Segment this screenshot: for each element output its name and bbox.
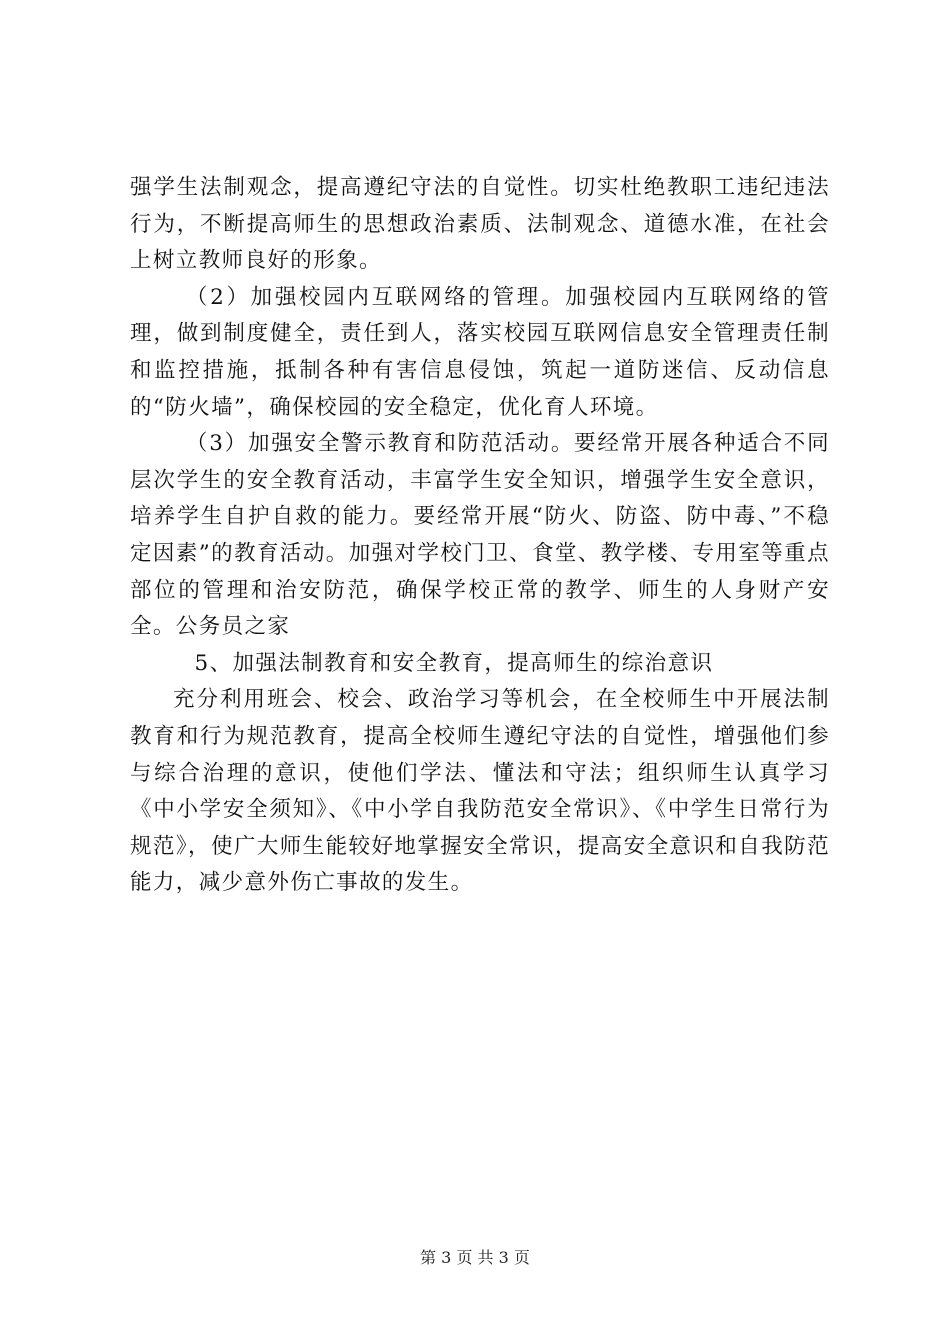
paragraph-item-3: （3）加强安全警示教育和防范活动。要经常开展各种适合不同层次学生的安全教育活动，丰富学生安全知识，增强学生安全意识，培养学生自护自救的能力。要经常开展“防火、防盗、防中毒、”不稳定因素”的教育活动。加强对学校门卫、食堂、教学楼、专用室等重点部位的管理和治安防范，确保学校正常的教学、师生的人身财产安全。公务员之家 [130, 431, 830, 640]
section-heading-5: 5、加强法制教育和安全教育，提高师生的综治意识 [194, 650, 714, 676]
paragraph-section-5: 充分利用班会、校会、政治学习等机会，在全校师生中开展法制教育和行为规范教育，提高全校师生遵纪守法的自觉性，增强他们参与综合治理的意识，使他们学法、懂法和守法；组织师生认真学习《中小学安全须知》、《中小学自我防范安全常识》、《中学生日常行为规范》，使广大师生能较好地掌握安全常识，提高安全意识和自我防范能力，减少意外伤亡事故的发生。 [130, 687, 830, 896]
paragraph-item-2: （2）加强校园内互联网络的管理。加强校园内互联网络的管理，做到制度健全，责任到人，落实校园互联网信息安全管理责任制和监控措施，抵制各种有害信息侵蚀，筑起一道防迷信、反动信息的“防火墙”，确保校园的安全稳定，优化育人环境。 [130, 284, 830, 420]
page-number: 第 3 页 共 3 页 [420, 1248, 530, 1267]
page-footer [0, 1248, 950, 1268]
paragraph-continuation: 强学生法制观念，提高遵纪守法的自觉性。切实杜绝教职工违纪违法行为，不断提高师生的思想政治素质、法制观念、道德水准，在社会上树立教师良好的形象。 [130, 175, 830, 274]
document-body [130, 170, 830, 902]
